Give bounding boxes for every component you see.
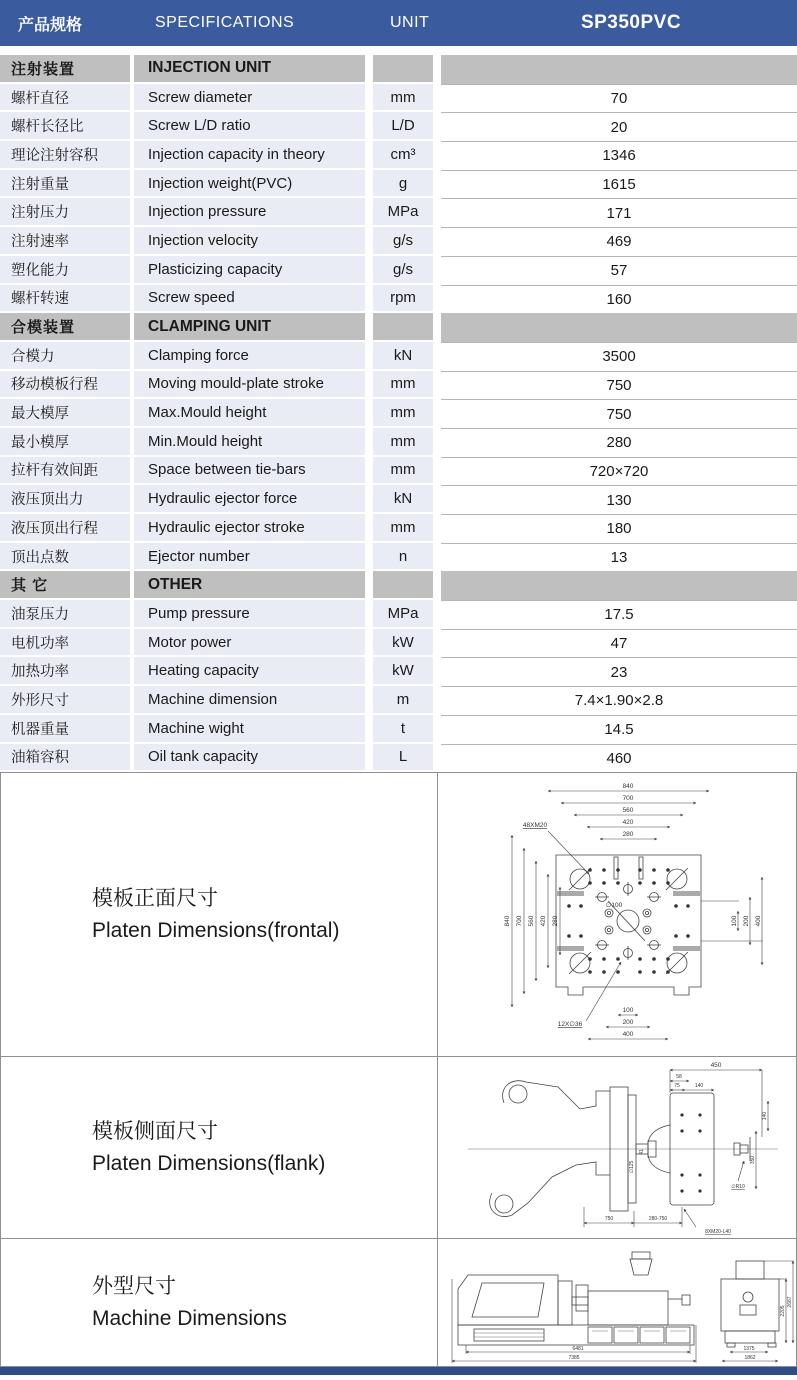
column-gap (433, 686, 441, 715)
frontal-callout-holes: 12X∅36 (557, 1021, 583, 1029)
column-gap (365, 543, 373, 572)
row-label-cn: 液压顶出行程 (0, 514, 130, 543)
header-specifications-label: SPECIFICATIONS (155, 14, 295, 31)
flank-dim: ∅125 (629, 1160, 635, 1174)
row-label-en: Ejector number (134, 543, 365, 572)
column-gap (433, 514, 441, 543)
table-row (0, 399, 797, 428)
table-row (0, 112, 797, 141)
frontal-dim: 400 (755, 915, 762, 927)
platen-flank-label (1, 1057, 438, 1238)
frontal-dim: 100 (731, 915, 738, 927)
table-row (0, 485, 797, 514)
column-gap (365, 744, 373, 773)
row-unit: g/s (373, 256, 433, 285)
row-label-cn: 拉杆有效间距 (0, 457, 130, 486)
header-product-label: 产品规格 (18, 16, 83, 34)
row-unit: mm (373, 457, 433, 486)
section-unit-cell (373, 313, 433, 342)
platen-frontal-label (1, 773, 438, 1056)
column-gap (365, 55, 373, 84)
row-label-en: Plasticizing capacity (134, 256, 365, 285)
row-value: 23 (441, 657, 797, 686)
row-label-cn: 合模力 (0, 342, 130, 371)
machine-dim: 7385 (568, 1355, 580, 1362)
drawings-section (0, 772, 797, 1367)
table-row (0, 600, 797, 629)
machine-dim: 1375 (743, 1346, 755, 1353)
column-gap (433, 141, 441, 170)
frontal-dim: 840 (504, 915, 511, 927)
row-value: 171 (441, 198, 797, 227)
row-value: 70 (441, 84, 797, 113)
row-label-en: Max.Mould height (134, 399, 365, 428)
row-unit: mm (373, 371, 433, 400)
column-gap (365, 371, 373, 400)
column-gap (433, 227, 441, 256)
section-unit-cell (373, 55, 433, 84)
section-header-row (0, 55, 797, 84)
drawing-row-platen-flank (1, 1057, 796, 1239)
column-gap (365, 657, 373, 686)
table-row (0, 744, 797, 773)
row-unit: m (373, 686, 433, 715)
column-gap (365, 84, 373, 113)
column-gap (365, 600, 373, 629)
table-row (0, 543, 797, 572)
row-value: 20 (441, 112, 797, 141)
column-gap (433, 285, 441, 314)
row-value: 180 (441, 514, 797, 543)
table-row (0, 686, 797, 715)
header-bar (0, 0, 797, 46)
column-gap (433, 399, 441, 428)
frontal-dim: 560 (528, 915, 535, 927)
machine-dims-svg (438, 1239, 796, 1366)
machine-dims-label-cn: 外型尺寸 (92, 1275, 176, 1299)
row-label-cn: 油箱容积 (0, 744, 130, 773)
row-unit: g/s (373, 227, 433, 256)
flank-dim: 450 (710, 1062, 722, 1070)
platen-frontal-svg (438, 773, 796, 1056)
row-label-en: Injection capacity in theory (134, 141, 365, 170)
footer-bar (0, 1367, 797, 1375)
column-gap (365, 112, 373, 141)
row-unit: rpm (373, 285, 433, 314)
column-gap (365, 256, 373, 285)
row-label-en: Screw speed (134, 285, 365, 314)
row-label-cn: 理论注射容积 (0, 141, 130, 170)
header-gap (0, 46, 797, 55)
header-model-name: SP350PVC (580, 12, 682, 33)
table-row (0, 371, 797, 400)
column-gap (433, 371, 441, 400)
row-label-en: Machine wight (134, 715, 365, 744)
platen-flank-svg (438, 1057, 796, 1238)
row-unit: kN (373, 485, 433, 514)
row-label-en: Hydraulic ejector stroke (134, 514, 365, 543)
machine-dim: 1862 (744, 1355, 756, 1362)
row-label-en: Injection pressure (134, 198, 365, 227)
row-unit: mm (373, 428, 433, 457)
row-label-cn: 注射速率 (0, 227, 130, 256)
drawing-row-machine (1, 1239, 796, 1367)
column-gap (433, 428, 441, 457)
flank-dim: 750 (604, 1216, 614, 1223)
row-label-en: Screw diameter (134, 84, 365, 113)
machine-dim: 2205 (780, 1305, 786, 1317)
column-gap (433, 256, 441, 285)
column-gap (365, 198, 373, 227)
column-gap (365, 342, 373, 371)
table-row (0, 227, 797, 256)
column-gap (433, 84, 441, 113)
column-gap (433, 629, 441, 658)
flank-dim: 350 (750, 1156, 756, 1165)
row-unit: t (373, 715, 433, 744)
column-gap (365, 227, 373, 256)
row-label-cn: 外形尺寸 (0, 686, 130, 715)
section-title-en: CLAMPING UNIT (134, 313, 365, 342)
column-gap (433, 715, 441, 744)
column-gap (433, 485, 441, 514)
row-value: 1615 (441, 170, 797, 199)
frontal-dim: 400 (622, 1031, 634, 1039)
row-unit: kN (373, 342, 433, 371)
frontal-callout-center: ∅100 (605, 902, 623, 910)
row-value: 57 (441, 256, 797, 285)
platen-frontal-drawing (438, 773, 796, 1056)
column-gap (365, 457, 373, 486)
row-label-cn: 移动模板行程 (0, 371, 130, 400)
row-value: 280 (441, 428, 797, 457)
table-row (0, 342, 797, 371)
column-gap (433, 198, 441, 227)
row-label-cn: 顶出点数 (0, 543, 130, 572)
row-value: 14.5 (441, 715, 797, 744)
row-label-cn: 最大模厚 (0, 399, 130, 428)
section-title-en: INJECTION UNIT (134, 55, 365, 84)
machine-dim: 2687 (787, 1296, 793, 1308)
row-label-cn: 螺杆长径比 (0, 112, 130, 141)
platen-flank-label-en: Platen Dimensions(flank) (92, 1151, 326, 1175)
row-label-cn: 螺杆转速 (0, 285, 130, 314)
platen-flank-drawing (438, 1057, 796, 1238)
row-unit: g (373, 170, 433, 199)
platen-frontal-label-en: Platen Dimensions(frontal) (92, 918, 340, 942)
table-row (0, 285, 797, 314)
row-label-en: Motor power (134, 629, 365, 658)
row-value: 3500 (441, 342, 797, 371)
machine-dim: 6481 (572, 1346, 584, 1353)
flank-callout-bolt: 8XM20-L40 (705, 1229, 731, 1236)
row-unit: MPa (373, 198, 433, 227)
section-value-cell (441, 571, 797, 600)
column-gap (365, 141, 373, 170)
row-label-cn: 注射压力 (0, 198, 130, 227)
header-unit-label: UNIT (390, 14, 430, 31)
flank-dim: 140 (762, 1112, 768, 1121)
row-label-cn: 液压顶出力 (0, 485, 130, 514)
row-label-en: Machine dimension (134, 686, 365, 715)
row-value: 720×720 (441, 457, 797, 486)
row-unit: mm (373, 514, 433, 543)
row-label-cn: 加热功率 (0, 657, 130, 686)
column-gap (365, 399, 373, 428)
row-label-en: Hydraulic ejector force (134, 485, 365, 514)
spec-table (0, 55, 797, 772)
row-label-cn: 油泵压力 (0, 600, 130, 629)
frontal-dim: 420 (540, 915, 547, 927)
column-gap (433, 457, 441, 486)
row-value: 460 (441, 744, 797, 773)
frontal-dim: 280 (622, 831, 634, 839)
row-label-en: Min.Mould height (134, 428, 365, 457)
column-gap (433, 657, 441, 686)
column-gap (365, 715, 373, 744)
table-row (0, 457, 797, 486)
flank-dim: 140 (694, 1083, 704, 1090)
column-gap (365, 285, 373, 314)
machine-dims-drawing (438, 1239, 796, 1366)
row-label-cn: 注射重量 (0, 170, 130, 199)
column-gap (433, 600, 441, 629)
row-label-en: Clamping force (134, 342, 365, 371)
table-row (0, 715, 797, 744)
column-gap (365, 514, 373, 543)
section-unit-cell (373, 571, 433, 600)
row-value: 130 (441, 485, 797, 514)
table-row (0, 657, 797, 686)
column-gap (433, 744, 441, 773)
frontal-dim: 700 (516, 915, 523, 927)
row-label-en: Screw L/D ratio (134, 112, 365, 141)
section-title-cn: 合模装置 (0, 313, 130, 342)
column-gap (365, 629, 373, 658)
row-label-en: Space between tie-bars (134, 457, 365, 486)
row-label-en: Heating capacity (134, 657, 365, 686)
row-label-en: Injection weight(PVC) (134, 170, 365, 199)
row-unit: MPa (373, 600, 433, 629)
flank-dim: 58 (676, 1074, 682, 1081)
flank-dim: 41 (639, 1149, 645, 1155)
section-value-cell (441, 55, 797, 84)
frontal-dim: 200 (622, 1019, 634, 1027)
frontal-dim: 420 (622, 819, 634, 827)
row-unit: n (373, 543, 433, 572)
column-gap (433, 55, 441, 84)
column-gap (433, 543, 441, 572)
row-label-en: Injection velocity (134, 227, 365, 256)
section-header-row (0, 571, 797, 600)
row-unit: mm (373, 84, 433, 113)
row-value: 750 (441, 371, 797, 400)
table-row (0, 428, 797, 457)
row-value: 1346 (441, 141, 797, 170)
frontal-dim: 560 (622, 807, 634, 815)
row-label-cn: 机器重量 (0, 715, 130, 744)
table-row (0, 514, 797, 543)
row-label-cn: 电机功率 (0, 629, 130, 658)
column-gap (433, 313, 441, 342)
machine-dims-label (1, 1239, 438, 1366)
column-gap (433, 112, 441, 141)
row-value: 47 (441, 629, 797, 658)
row-unit: mm (373, 399, 433, 428)
row-label-en: Moving mould-plate stroke (134, 371, 365, 400)
row-label-cn: 最小模厚 (0, 428, 130, 457)
section-title-cn: 其 它 (0, 571, 130, 600)
row-value: 7.4×1.90×2.8 (441, 686, 797, 715)
table-row (0, 256, 797, 285)
platen-frontal-label-cn: 模板正面尺寸 (92, 887, 218, 911)
frontal-dim: 700 (622, 795, 634, 803)
frontal-callout-bolts: 48XM20 (522, 822, 548, 830)
flank-dim: 280-750 (648, 1216, 668, 1223)
section-value-cell (441, 313, 797, 342)
row-label-en: Pump pressure (134, 600, 365, 629)
row-unit: L/D (373, 112, 433, 141)
row-value: 160 (441, 285, 797, 314)
frontal-dim: 100 (622, 1007, 634, 1015)
table-row (0, 84, 797, 113)
table-row (0, 198, 797, 227)
frontal-dim: 200 (743, 915, 750, 927)
frontal-dim: 280 (552, 915, 559, 927)
column-gap (365, 170, 373, 199)
drawing-row-platen-frontal (1, 773, 796, 1057)
machine-dims-label-en: Machine Dimensions (92, 1306, 287, 1330)
row-label-en: Oil tank capacity (134, 744, 365, 773)
flank-dim: 75 (674, 1083, 680, 1090)
row-label-cn: 螺杆直径 (0, 84, 130, 113)
frontal-dim: 840 (622, 783, 634, 791)
row-unit: kW (373, 629, 433, 658)
platen-flank-label-cn: 模板侧面尺寸 (92, 1120, 218, 1144)
row-unit: L (373, 744, 433, 773)
column-gap (365, 313, 373, 342)
table-row (0, 141, 797, 170)
row-value: 469 (441, 227, 797, 256)
row-unit: cm³ (373, 141, 433, 170)
section-title-en: OTHER (134, 571, 365, 600)
column-gap (433, 342, 441, 371)
row-value: 13 (441, 543, 797, 572)
section-title-cn: 注射装置 (0, 55, 130, 84)
row-value: 750 (441, 399, 797, 428)
flank-callout-r10: ∅R10 (731, 1184, 745, 1191)
row-label-cn: 塑化能力 (0, 256, 130, 285)
column-gap (433, 170, 441, 199)
row-value: 17.5 (441, 600, 797, 629)
section-header-row (0, 313, 797, 342)
row-unit: kW (373, 657, 433, 686)
table-row (0, 170, 797, 199)
column-gap (365, 571, 373, 600)
table-row (0, 629, 797, 658)
column-gap (365, 428, 373, 457)
column-gap (365, 485, 373, 514)
column-gap (433, 571, 441, 600)
column-gap (365, 686, 373, 715)
